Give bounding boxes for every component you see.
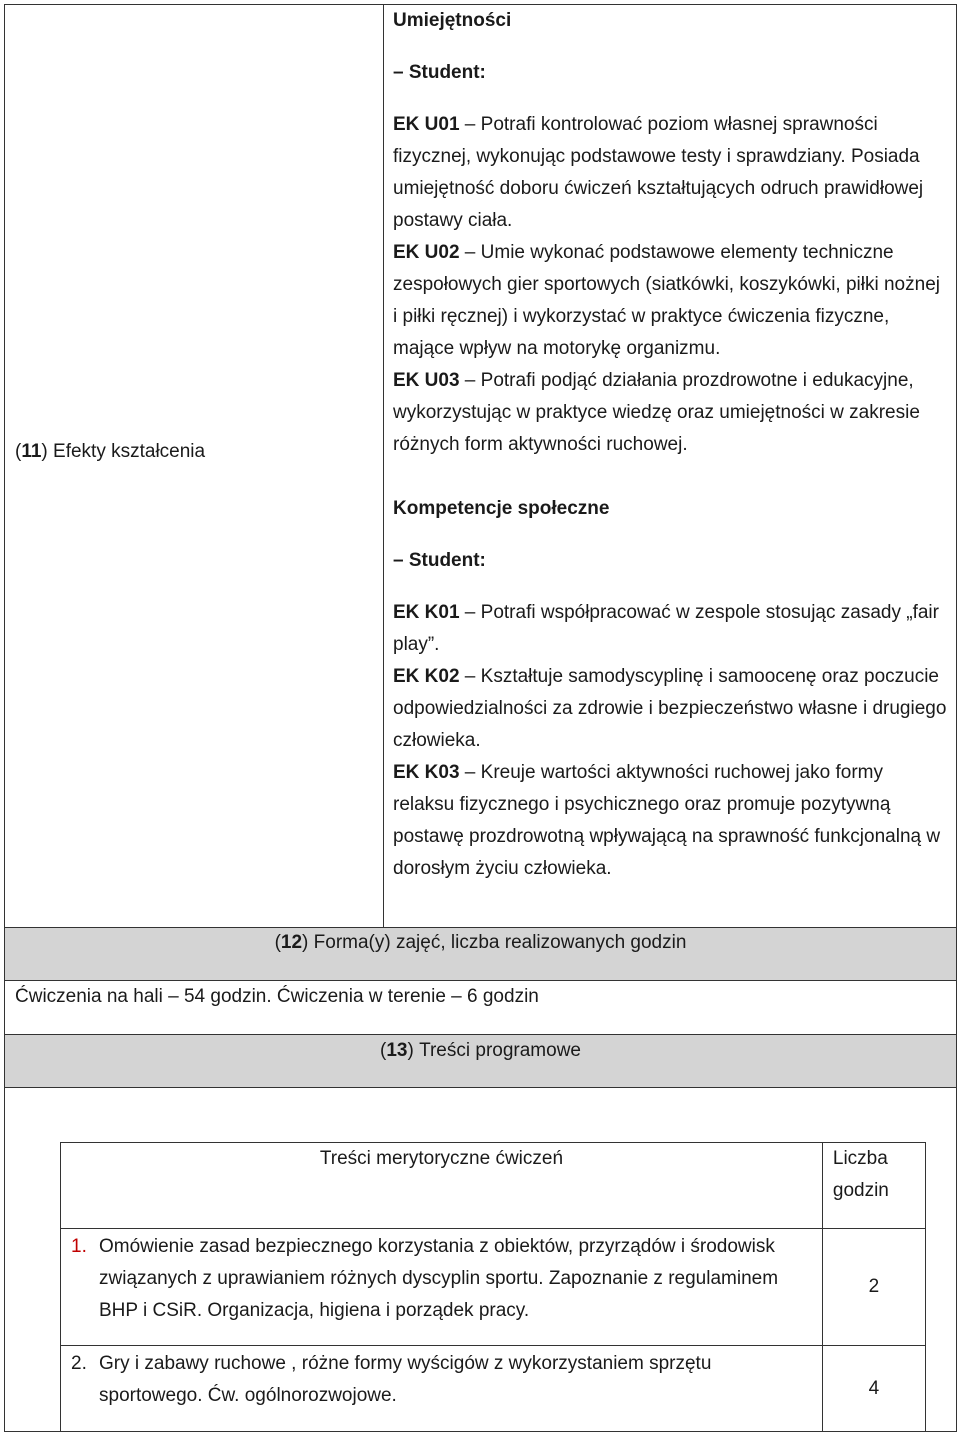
section-12-title: (12) Forma(y) zajęć, liczba realizowanych godzin <box>274 932 687 953</box>
program-table <box>60 1142 926 1432</box>
social-header: Kompetencje społeczne <box>393 498 610 519</box>
section-13-title: (13) Treści programowe <box>380 1040 581 1061</box>
section-11-label-cell <box>5 5 384 927</box>
section-13-content <box>4 1087 957 1432</box>
list-item-number: 1. <box>71 1236 87 1257</box>
social-item-k01: EK K01 – Potrafi współpracować w zespole stosując zasady „fair play”. <box>393 602 939 655</box>
list-item-text: Gry i zabawy ruchowe , różne formy wyścigów z wykorzystaniem sprzętu sportowego. Ćw. ogólnorozwojowe. <box>99 1353 712 1406</box>
table-row <box>61 1229 926 1346</box>
list-item-text: Omówienie zasad bezpiecznego korzystania z obiektów, przyrządów i środowisk związanych z uprawianiem różnych dyscyplin sportu. Zapoznanie z regulaminem BHP i CSiR. Organizacja, higiena i porządek pracy. <box>99 1236 779 1321</box>
skill-item-u01: EK U01 – Potrafi kontrolować poziom własnej sprawności fizycznej, wykonując podstawowe testy i sprawdziany. Posiada umiejętność doboru ćwiczeń kształtujących odruch prawidłowej postawy ciała. <box>393 114 924 231</box>
hours-cell: 2 <box>822 1229 925 1346</box>
section-11-label: (11) Efekty kształcenia <box>15 441 206 462</box>
section-12-header <box>4 927 957 981</box>
table-row <box>61 1346 926 1432</box>
section-11-row <box>4 4 957 928</box>
section-12-value-text: Ćwiczenia na hali – 54 godzin. Ćwiczenia w terenie – 6 godzin <box>15 986 539 1007</box>
list-item <box>71 1348 812 1412</box>
skills-header: Umiejętności <box>393 10 512 31</box>
list-item-number: 2. <box>71 1353 87 1374</box>
column-header-hours: Liczba godzin <box>822 1143 925 1229</box>
table-header-row <box>61 1143 926 1229</box>
hours-cell: 4 <box>822 1346 925 1432</box>
column-header-content: Treści merytoryczne ćwiczeń <box>61 1143 823 1229</box>
section-13-header <box>4 1034 957 1088</box>
list-item <box>71 1231 812 1327</box>
skill-item-u02: EK U02 – Umie wykonać podstawowe elementy techniczne zespołowych gier sportowych (siatkówki, koszykówki, piłki nożnej i piłki ręcznej) i wykorzystać w praktyce ćwiczenia fizyczne, mające wpływ na motorykę organizmu. <box>393 242 940 359</box>
skills-student-label: – Student: <box>393 62 486 83</box>
section-11-content-cell <box>393 5 949 885</box>
social-item-k03: EK K03 – Kreuje wartości aktywności ruchowej jako formy relaksu fizycznego i psychicznego oraz promuje pozytywną postawę prozdrowotną wpływającą na sprawność funkcjonalną w dorosłym życiu człowieka. <box>393 762 941 879</box>
social-item-k02: EK K02 – Kształtuje samodyscyplinę i samoocenę oraz poczucie odpowiedzialności za zdrowie i bezpieczeństwo własne i drugiego człowieka. <box>393 666 947 751</box>
skill-item-u03: EK U03 – Potrafi podjąć działania prozdrowotne i edukacyjne, wykorzystując w praktyce wiedzę oraz umiejętności w zakresie różnych form aktywności ruchowej. <box>393 370 920 455</box>
skills-list <box>393 109 949 461</box>
social-list <box>393 597 949 885</box>
section-12-value <box>4 980 957 1035</box>
social-student-label: – Student: <box>393 550 486 571</box>
